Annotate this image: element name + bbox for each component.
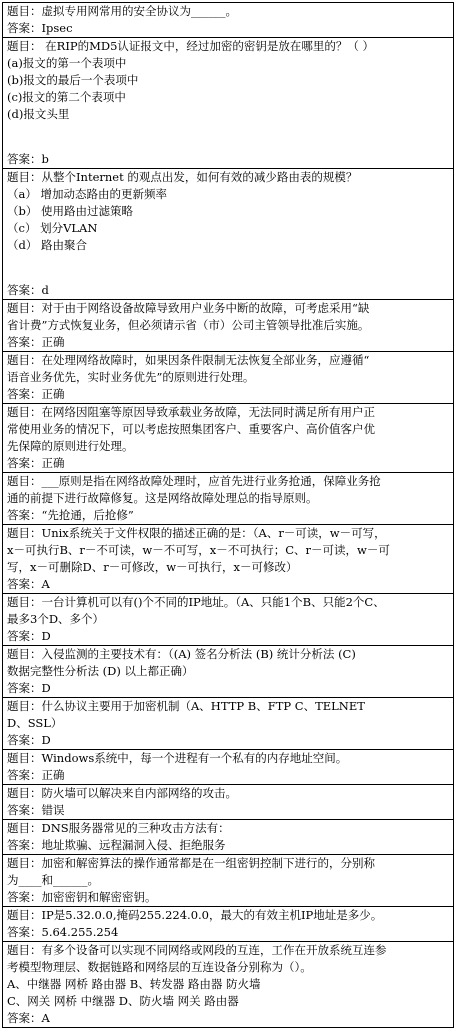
question-row <box>2 473 454 525</box>
answer-option: (a)报文的第一个表项中 <box>7 56 127 70</box>
answer-option: （c） 划分VLAN <box>7 221 98 235</box>
question-row <box>2 698 454 750</box>
answer-text: 答案：Ipsec <box>7 21 73 35</box>
question-row <box>2 38 454 169</box>
answer-text: 答案：D <box>7 629 51 643</box>
question-text: 题目：加密和解密算法的操作通常都是在一组密钥控制下进行的，分别称 <box>7 856 375 870</box>
question-row <box>2 907 454 942</box>
question-text: 为____和______。 <box>7 873 99 887</box>
answer-option: A、中继器 网桥 路由器 B、转发器 路由器 防火墙 <box>7 977 261 991</box>
question-row <box>2 785 454 820</box>
answer-option: (d)报文头里 <box>7 107 70 121</box>
question-text: 先保障的原则进行处理。 <box>7 439 134 453</box>
question-text: 题目：入侵监测的主要技术有：（(A) 签名分析法 (B) 统计分析法 (C) <box>7 647 356 661</box>
question-row <box>2 942 454 1028</box>
question-text: 题目：有多个设备可以实现不同网络或网段的互连，工作在开放系统互连参 <box>7 943 387 957</box>
answer-text: 答案：A <box>7 1011 50 1025</box>
answer-text: 答案：D <box>7 681 51 695</box>
question-text: 数据完整性分析法 (D) 以上都正确） <box>7 664 194 678</box>
question-text: 题目：防火墙可以解决来自内部网络的攻击。 <box>7 786 237 800</box>
answer-text: 答案：“先抢通，后抢修” <box>7 508 134 522</box>
answer-option: (c)报文的第二个表项中 <box>7 90 126 104</box>
answer-text: 答案：正确 <box>7 335 65 349</box>
question-text: 题目：Windows系统中，每一个进程有一个私有的内存地址空间。 <box>7 751 348 765</box>
answer-text: 答案：A <box>7 577 50 591</box>
question-text: 题目：在网络因阻塞等原因导致承载业务故障，无法同时满足所有用户正 <box>7 405 375 419</box>
question-row <box>2 820 454 855</box>
question-row <box>2 169 454 300</box>
question-text: 省计费”方式恢复业务，但必须请示省（市）公司主管领导批准后实施。 <box>7 318 370 332</box>
question-table <box>2 2 454 1028</box>
answer-option: C、网关 网桥 中继器 D、防火墙 网关 路由器 <box>7 994 239 1008</box>
question-row <box>2 750 454 785</box>
question-text: 考模型物理层、数据链路和网络层的互连设备分别称为（）。 <box>7 960 312 974</box>
question-row <box>2 594 454 646</box>
question-text: 最多3个D、多个） <box>7 612 105 626</box>
question-text: D、SSL） <box>7 716 63 730</box>
question-text: 常使用业务的情况下，可以考虑按照集团客户、重要客户、高价值客户优 <box>7 422 375 436</box>
answer-text: 答案：加密密钥和解密密钥。 <box>7 890 157 904</box>
question-text: 题目：在处理网络故障时，如果因条件限制无法恢复全部业务，应遵循“ <box>7 353 370 367</box>
answer-text: 答案：5.64.255.254 <box>7 925 119 939</box>
question-text: 题目：什么协议主要用于加密机制（A、HTTP B、FTP C、TELNET <box>7 699 365 713</box>
question-row <box>2 300 454 352</box>
question-text: 题目：虚拟专用网常用的安全协议为______。 <box>7 4 237 18</box>
answer-text: 答案：地址欺骗、远程漏洞入侵、拒绝服务 <box>7 838 226 852</box>
question-row <box>2 855 454 907</box>
question-text: 题目：DNS服务器常见的三种攻击方法有： <box>7 821 230 835</box>
answer-text: 答案：d <box>7 283 49 297</box>
answer-text: 答案：正确 <box>7 768 65 782</box>
question-row <box>2 352 454 404</box>
question-text: 题目： 在RIP的MD5认证报文中，经过加密的密钥是放在哪里的？（ ） <box>7 39 375 53</box>
question-row <box>2 525 454 594</box>
question-row <box>2 2 454 38</box>
answer-text: 答案：错误 <box>7 803 65 817</box>
question-row <box>2 646 454 698</box>
question-text: 通的前提下进行故障修复。这是网络故障处理总的指导原则。 <box>7 491 318 505</box>
question-text: 题目：IP是5.32.0.0,掩码255.224.0.0，最大的有效主机IP地址是多少。 <box>7 908 383 922</box>
question-text: 写，x－可删除D、r－可修改，w－可执行，x－可修改） <box>7 560 298 574</box>
question-text: 语音业务优先，实时业务优先”的原则进行处理。 <box>7 370 255 384</box>
answer-option: （b） 使用路由过滤策略 <box>7 204 134 218</box>
question-text: 题目：从整个Internet 的观点出发，如何有效的减少路由表的规模？ <box>7 170 358 184</box>
question-text: 题目：___原则是指在网络故障处理时，应首先进行业务抢通，保障业务抢 <box>7 474 381 488</box>
question-text: 题目：一台计算机可以有()个不同的IP地址。（A、只能1个B、只能2个C、 <box>7 595 385 609</box>
question-text: 题目：对于由于网络设备故障导致用户业务中断的故障，可考虑采用“缺 <box>7 301 370 315</box>
answer-option: （d） 路由聚合 <box>7 238 88 252</box>
question-row <box>2 404 454 473</box>
answer-text: 答案：正确 <box>7 387 65 401</box>
answer-text: 答案：正确 <box>7 456 65 470</box>
question-text: x－可执行B、r－不可读，w－不可写，x－不可执行；C、r－可读，w－可 <box>7 543 390 557</box>
answer-option: (b)报文的最后一个表项中 <box>7 73 139 87</box>
question-text: 题目：Unix系统关于文件权限的描述正确的是：（A、r－可读，w－可写， <box>7 526 386 540</box>
answer-text: 答案：b <box>7 152 49 166</box>
answer-option: （a） 增加动态路由的更新频率 <box>7 187 168 201</box>
answer-text: 答案：D <box>7 733 51 747</box>
